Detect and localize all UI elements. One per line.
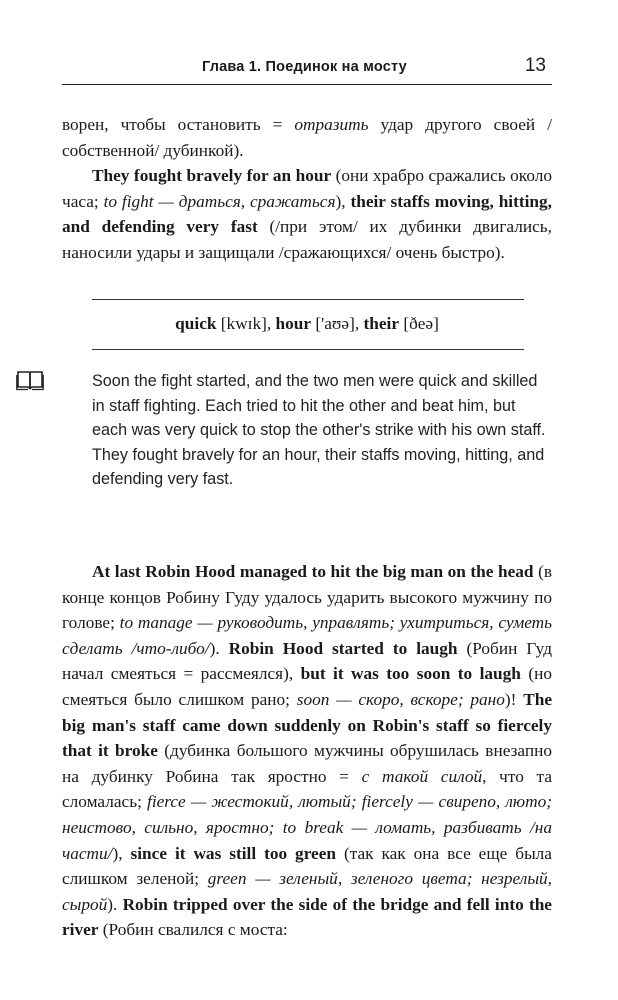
open-book-icon xyxy=(16,369,44,391)
text-run: (они храбро сражались около часа; xyxy=(62,166,552,211)
text-run: ), xyxy=(335,191,351,211)
paragraph-fight xyxy=(62,163,552,265)
bold-run: Robin Hood started to laugh xyxy=(228,638,458,658)
text-run: (в конце концов Робину Гуду удалось ударить высокого мужчину по голове; xyxy=(62,562,552,633)
divider-bottom xyxy=(92,349,524,350)
paragraph-robin-text xyxy=(62,559,552,943)
italic-run: fierce — жестокий, лютый; fiercely — свирепо, люто; неистово, сильно, яростно; to break — ломать, разбивать /на части/ xyxy=(62,792,552,863)
chapter-title: Глава 1. Поединок на мосту xyxy=(202,59,407,75)
bold-run: They fought bravely for an hour xyxy=(92,166,332,185)
text-run: удар другого своей /собственной/ дубинкой). xyxy=(62,115,552,160)
text-run: (дубинка большого мужчины обрушилась внезапно на дубинку Робина так яростно = xyxy=(62,741,552,786)
text-run: , что та сломалась; xyxy=(62,766,552,812)
italic-run: green — зеленый, зеленого цвета; незрелый, сырой xyxy=(62,869,552,914)
word: their xyxy=(363,314,400,333)
phonetics-line xyxy=(62,314,552,334)
text-run: (но смеяться было слишком рано; xyxy=(62,664,552,709)
italic-run: с такой силой xyxy=(361,766,483,786)
bold-run: since it was still too green xyxy=(130,843,336,863)
bold-run: Robin tripped over the side of the bridge and fell into the river xyxy=(62,894,552,940)
running-header xyxy=(62,50,552,85)
text-run: ). xyxy=(107,894,123,914)
italic-run: to fight — драться, сражаться xyxy=(103,191,336,211)
italic-run: отразить xyxy=(294,115,369,134)
word: hour xyxy=(275,314,312,333)
bold-run: their staffs moving, hitting, and defending very fast xyxy=(62,191,552,236)
italic-run: to manage — руководить, управлять; ухитриться, суметь сделать /что-либо/ xyxy=(62,613,553,658)
word: quick xyxy=(175,314,217,333)
page-number: 13 xyxy=(524,55,546,76)
bold-run: The big man's staff came down suddenly on Robin's staff so fiercely that it broke xyxy=(62,689,553,761)
english-original-text xyxy=(92,369,554,492)
english-paragraph: They fought bravely for an hour, their staffs moving, hitting, and defending very fast. xyxy=(92,445,545,488)
transcription: ['aʊə], xyxy=(311,314,364,333)
bold-run: but it was too soon to laugh xyxy=(300,664,521,684)
transcription: [kwɪk], xyxy=(216,314,276,333)
paragraph-robin xyxy=(62,559,552,943)
paragraph-continuation xyxy=(62,112,552,163)
transcription: [ðeə] xyxy=(399,314,439,333)
english-paragraph: Soon the fight started, and the two men were quick and skilled in staff fighting. Each tried to hit the other and beat him, but each was very quick to stop the other's strike with his own staff. xyxy=(92,372,546,439)
text-run: ), xyxy=(112,843,131,863)
text-run: ворен, чтобы остановить = xyxy=(62,115,295,134)
text-run: (так как она все еще была слишком зеленой; xyxy=(62,843,552,889)
text-run: ). xyxy=(209,638,229,658)
top-paragraph xyxy=(62,112,552,265)
text-run: (/при этом/ их дубинки двигались, наносили удары и защищали /сражающихся/ очень быстро). xyxy=(62,217,552,262)
divider-top xyxy=(92,299,524,300)
text-run: (Робин свалился с моста: xyxy=(98,920,288,940)
text-run: (Робин Гуд начал смеяться = рассмеялся), xyxy=(62,638,552,684)
text-run: )! xyxy=(504,689,524,709)
bold-run: At last Robin Hood managed to hit the big man on the head xyxy=(92,562,534,581)
italic-run: soon — скоро, вскоре; рано xyxy=(296,689,505,709)
